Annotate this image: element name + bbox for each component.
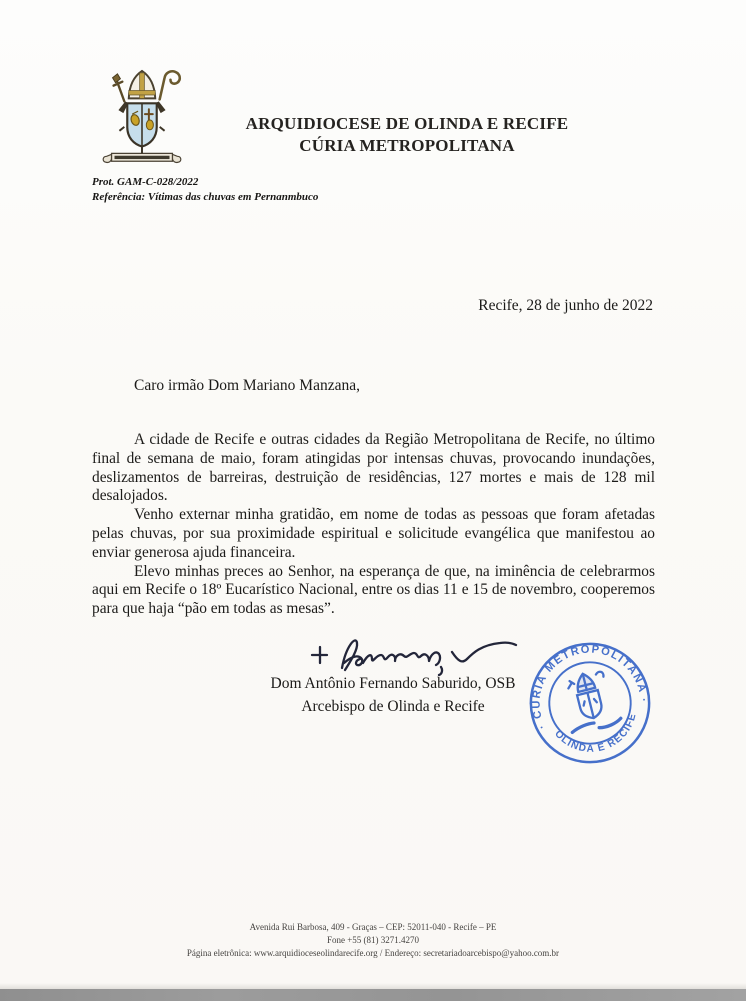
letter-body — [92, 431, 655, 619]
scan-edge-strip — [0, 989, 746, 1001]
paragraph-1: A cidade de Recife e outras cidades da Região Metropolitana de Recife, no último final de semana de maio, foram atingidas por intensas chuvas, provocando inundações, deslizamentos de barreiras, destruição de residências, 127 mortes e mais de 128 mil desalojados. — [92, 431, 655, 505]
salutation: Caro irmão Dom Mariano Manzana, — [134, 377, 360, 394]
scroll-end-right — [172, 154, 180, 162]
crozier-icon — [160, 71, 180, 99]
org-name-line1: ARQUIDIOCESE DE OLINDA E RECIFE — [245, 114, 569, 133]
handwritten-signature — [300, 630, 526, 676]
org-name-line2: CÚRIA METROPOLITANA — [299, 136, 515, 155]
protocol-reference: Referência: Vítimas das chuvas em Pernanmbuco — [92, 191, 319, 203]
paragraph-2: Venho externar minha gratidão, em nome de todas as pessoas que foram afetadas pelas chuvas, por sua proximidade espiritual e solicitude evangélica que manifestou ao enviar generosa ajuda financeira. — [92, 506, 655, 561]
footer-address: Avenida Rui Barbosa, 409 - Graças – CEP: 52011-040 - Recife – PE — [249, 922, 497, 932]
shield-charge-right — [146, 120, 153, 130]
scroll-motto-text — [115, 156, 170, 159]
page-footer — [0, 921, 746, 960]
signature-block — [248, 634, 538, 718]
archdiocese-coat-of-arms — [92, 66, 192, 174]
scroll-end-left — [103, 154, 111, 162]
dateline: Recife, 28 de junho de 2022 — [478, 297, 653, 314]
stamp-coat-of-arms — [559, 668, 622, 735]
footer-phone: Fone +55 (81) 3271.4270 — [326, 935, 420, 945]
signatory-name: Dom Antônio Fernando Saburido, OSB — [270, 675, 516, 692]
protocol-block — [92, 175, 318, 205]
stamp-top-text: · CÚRIA METROPOLITANA · — [530, 643, 650, 732]
letterhead-title — [242, 113, 572, 157]
paragraph-3: Elevo minhas preces ao Senhor, na esperança de que, na iminência de celebrarmos aqui em Recife o 18º Eucarístico Nacional, entre os dias 11 e 15 de novembro, cooperemos para que haja “pão em todas as mesas”. — [92, 562, 655, 618]
signatory-title: Arcebispo de Olinda e Recife — [301, 698, 485, 715]
footer-web-email: Página eletrônica: www.arquidioceseolindarecife.org / Endereço: secretariadoarcebispo@yahoo.com.br — [186, 948, 560, 958]
protocol-number: Prot. GAM-C-028/2022 — [92, 176, 199, 188]
stamp-bottom-text: OLINDA E RECIFE — [552, 711, 639, 755]
